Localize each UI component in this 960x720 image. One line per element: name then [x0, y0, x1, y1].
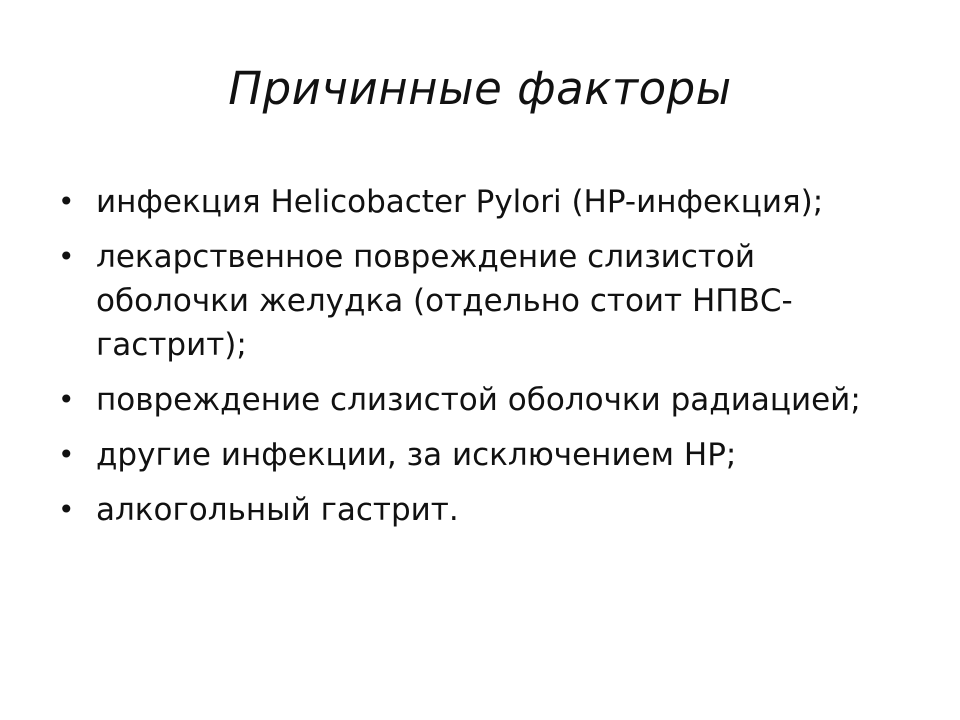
bullet-icon: •	[58, 383, 75, 416]
bullet-text: другие инфекции, за исключением HP;	[96, 437, 737, 473]
bullet-icon: •	[58, 438, 75, 471]
bullet-icon: •	[58, 493, 75, 526]
bullet-text: лекарственное повреждение слизистой оболочки желудка (отдельно стоит НПВС-гастрит);	[96, 239, 793, 363]
slide-title: Причинные факторы	[228, 62, 732, 115]
list-item	[56, 235, 916, 367]
bullet-text: повреждение слизистой оболочки радиацией;	[96, 382, 861, 418]
bullet-text: алкогольный гастрит.	[96, 492, 459, 528]
bullet-list	[56, 180, 916, 543]
list-item	[56, 378, 916, 422]
list-item	[56, 180, 916, 224]
bullet-text: инфекция Helicobacter Pylori (HP-инфекция);	[96, 184, 824, 220]
list-item	[56, 488, 916, 532]
list-item	[56, 433, 916, 477]
bullet-icon: •	[58, 185, 75, 218]
bullet-icon: •	[58, 240, 75, 273]
